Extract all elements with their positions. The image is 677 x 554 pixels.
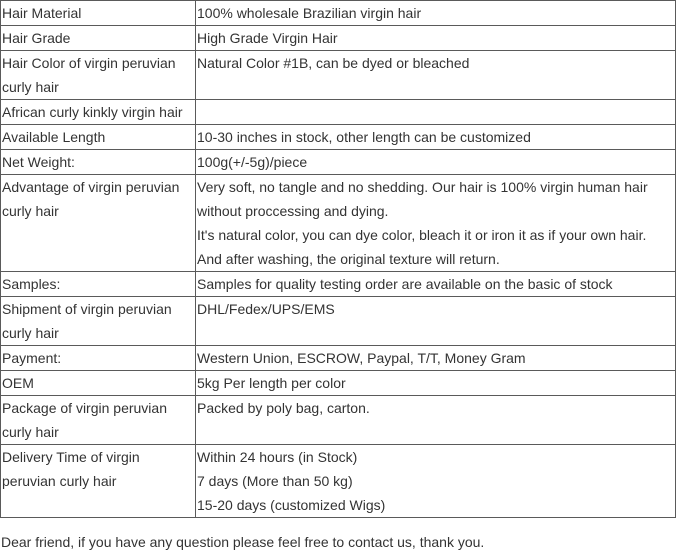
- table-row: [1, 125, 676, 150]
- label-line: Package of virgin peruvian: [2, 400, 167, 416]
- label-line: curly hair: [2, 325, 59, 341]
- label-line: curly hair: [2, 79, 59, 95]
- row-label: [1, 396, 196, 445]
- row-label: [1, 150, 196, 175]
- value-line: Packed by poly bag, carton.: [197, 400, 370, 416]
- row-label: [1, 272, 196, 297]
- row-label: [1, 297, 196, 346]
- table-row: [1, 150, 676, 175]
- value-line: DHL/Fedex/UPS/EMS: [197, 301, 335, 317]
- table-row: [1, 297, 676, 346]
- label-line: Payment:: [2, 350, 62, 366]
- table-row: [1, 175, 676, 272]
- row-value: [196, 100, 676, 125]
- row-label: [1, 175, 196, 272]
- label-line: Samples:: [2, 276, 61, 292]
- value-line: And after washing, the original texture will return.: [197, 251, 500, 267]
- table-row: [1, 445, 676, 518]
- label-line: curly hair: [2, 203, 59, 219]
- table-row: [1, 26, 676, 51]
- value-line: High Grade Virgin Hair: [197, 30, 338, 46]
- label-line: African curly kinkly virgin hair: [2, 104, 183, 120]
- row-value: [196, 297, 676, 346]
- table-row: [1, 100, 676, 125]
- label-line: curly hair: [2, 424, 59, 440]
- value-line: It's natural color, you can dye color, bleach it or iron it as if your own hair.: [197, 227, 647, 243]
- value-line: 100% wholesale Brazilian virgin hair: [197, 5, 422, 21]
- label-line: Available Length: [2, 129, 106, 145]
- row-label: [1, 445, 196, 518]
- table-row: [1, 371, 676, 396]
- row-label: [1, 371, 196, 396]
- row-value: [196, 346, 676, 371]
- label-line: Shipment of virgin peruvian: [2, 301, 172, 317]
- value-line: 15-20 days (customized Wigs): [197, 497, 386, 513]
- value-line: Very soft, no tangle and no shedding. Our hair is 100% virgin human hair: [197, 179, 648, 195]
- row-value: [196, 445, 676, 518]
- value-line: Western Union, ESCROW, Paypal, T/T, Money Gram: [197, 350, 526, 366]
- table-row: [1, 346, 676, 371]
- table-row: [1, 1, 676, 26]
- row-value: [196, 125, 676, 150]
- row-value: [196, 51, 676, 100]
- value-line: 10-30 inches in stock, other length can be customized: [197, 129, 531, 145]
- row-value: [196, 396, 676, 445]
- label-line: OEM: [2, 375, 34, 391]
- value-line: Within 24 hours (in Stock): [197, 449, 358, 465]
- row-value: [196, 26, 676, 51]
- table-row: [1, 272, 676, 297]
- row-label: [1, 125, 196, 150]
- label-line: Net Weight:: [2, 154, 75, 170]
- value-line: 5kg Per length per color: [197, 375, 346, 391]
- row-value: [196, 371, 676, 396]
- row-label: [1, 100, 196, 125]
- label-line: peruvian curly hair: [2, 473, 117, 489]
- label-line: Hair Material: [2, 5, 82, 21]
- row-label: [1, 1, 196, 26]
- row-label: [1, 346, 196, 371]
- value-line: Samples for quality testing order are available on the basic of stock: [197, 276, 613, 292]
- row-label: [1, 26, 196, 51]
- row-value: [196, 175, 676, 272]
- row-value: [196, 1, 676, 26]
- label-line: Hair Grade: [2, 30, 71, 46]
- label-line: Hair Color of virgin peruvian: [2, 55, 176, 71]
- table-row: [1, 396, 676, 445]
- label-line: Delivery Time of virgin: [2, 449, 140, 465]
- value-line: Natural Color #1B, can be dyed or bleached: [197, 55, 470, 71]
- contact-footer: Dear friend, if you have any question please feel free to contact us, thank you.: [1, 534, 485, 550]
- value-line: without proccessing and dying.: [197, 203, 389, 219]
- table-row: [1, 51, 676, 100]
- label-line: Advantage of virgin peruvian: [2, 179, 180, 195]
- value-line: 100g(+/-5g)/piece: [197, 154, 308, 170]
- value-line: 7 days (More than 50 kg): [197, 473, 353, 489]
- row-value: [196, 272, 676, 297]
- row-label: [1, 51, 196, 100]
- row-value: [196, 150, 676, 175]
